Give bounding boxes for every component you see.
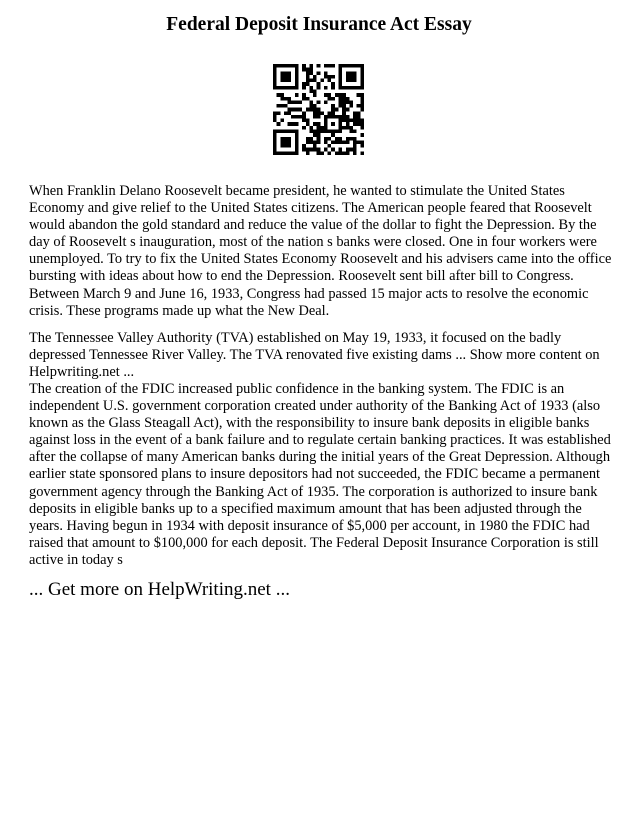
page-title: Federal Deposit Insurance Act Essay	[166, 14, 472, 35]
paragraph-fdic: The creation of the FDIC increased public confidence in the banking system. The FDIC is an independent U.S. government corporation created under authority of the Banking Act of 1933 (also known as the Glass Steagall Act), with the responsibility to insure bank deposits in eligible banks against loss in the event of a bank failure and to regulate certain banking practices. It was established after the collapse of many American banks during the initial years of the Great Depression. Although earlier state sponsored plans to insure depositors had not succeeded, the FDIC became a permanent government agency through the Banking Act of 1935. The corporation is authorized to insure bank deposits in eligible banks up to a specified maximum amount that has been adjusted through the years. Having begun in 1934 with deposit insurance of $5,000 per account, in 1980 the FDIC had raised that amount to $100,000 for each deposit. The Federal Deposit Insurance Corporation is still active in today s	[29, 381, 611, 568]
paragraph-tva: The Tennessee Valley Authority (TVA) established on May 19, 1933, it focused on the badly depressed Tennessee River Valley. The TVA renovated five existing dams ... Show more content on Helpwriting.net ...	[29, 330, 600, 381]
qr-code-icon	[273, 64, 364, 155]
get-more-link[interactable]: ... Get more on HelpWriting.net ...	[29, 579, 290, 600]
paragraph-roosevelt: When Franklin Delano Roosevelt became president, he wanted to stimulate the United States Economy and give relief to the United States citizens. The American people feared that Roosevelt would abandon the gold standard and reduce the value of the dollar to fight the Depression. By the day of Roosevelt s inauguration, most of the nation s banks were closed. One in four workers were unemployed. To try to fix the United States Economy Roosevelt and his advisers came into the office bursting with ideas about how to end the Depression. Roosevelt sent bill after bill to Congress. Between March 9 and June 16, 1933, Congress had passed 15 major acts to resolve the economic crisis. These programs made up what the New Deal.	[29, 183, 612, 319]
qr-code-graphic	[273, 64, 364, 155]
